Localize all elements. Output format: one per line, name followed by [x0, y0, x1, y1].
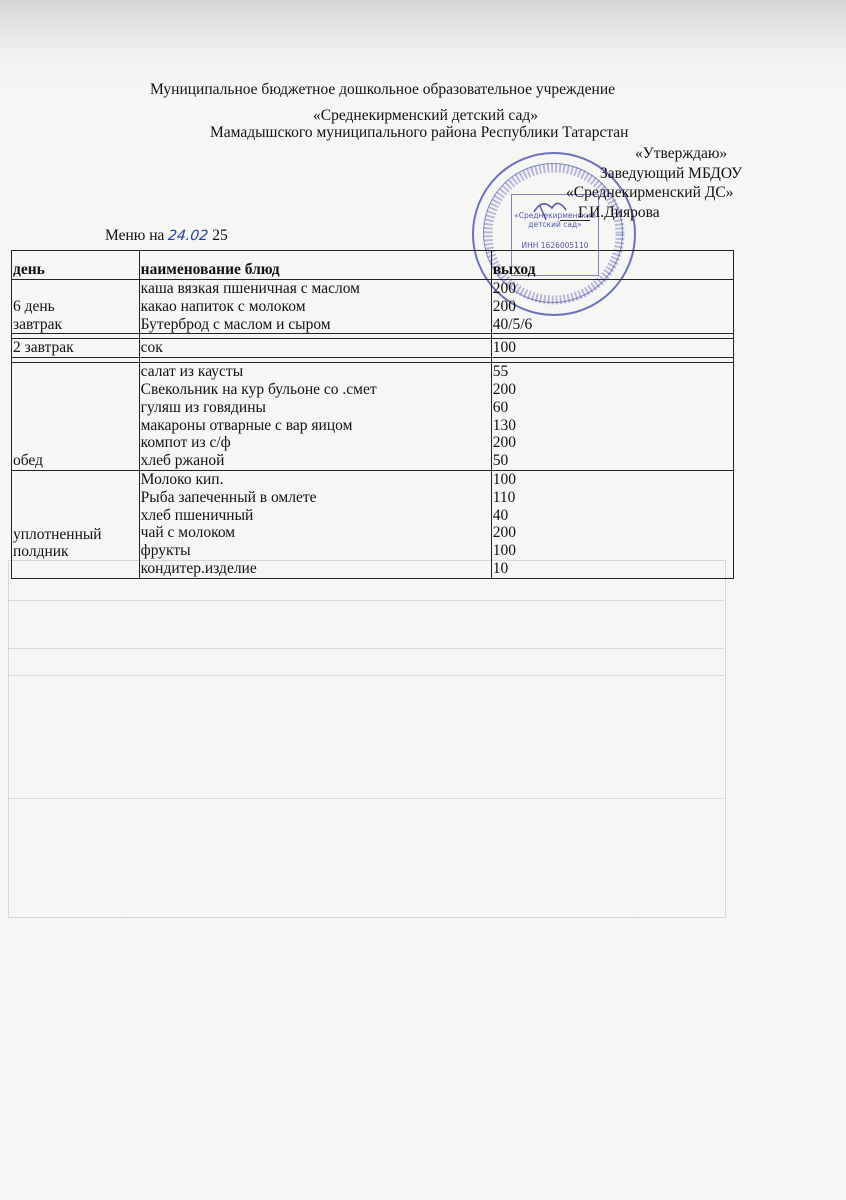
yield-value: 130	[492, 416, 516, 434]
bleed-through-table	[8, 560, 726, 918]
approval-position: Заведующий МБДОУ	[600, 165, 743, 182]
day-label: полдник	[13, 543, 69, 561]
dish-item: какао напиток с молоком	[140, 297, 306, 315]
dish-item: чай с молоком	[140, 524, 236, 542]
yield-value: 40/5/6	[492, 315, 533, 333]
yield-value: 100	[492, 470, 516, 488]
yield-cell	[491, 339, 733, 358]
dish-item: фрукты	[140, 542, 191, 560]
scan-shadow	[0, 0, 846, 70]
dish-cell	[139, 470, 491, 578]
approval-title: «Утверждаю»	[635, 145, 728, 162]
header-yield: выход	[491, 251, 733, 280]
yield-value: 200	[492, 280, 516, 297]
bleed-through-line	[8, 675, 724, 676]
yield-value: 110	[492, 488, 516, 506]
header-dish: наименование блюд	[139, 251, 491, 280]
yield-value: 60	[492, 398, 509, 416]
institution-line-3: Мамадышского муниципального района Республики Татарстан	[210, 124, 629, 141]
yield-value: 100	[492, 542, 516, 560]
yield-cell	[491, 470, 733, 578]
yield-value: 200	[492, 524, 516, 542]
dish-item: сок	[140, 339, 163, 357]
table-row-afternoon-snack	[12, 470, 734, 578]
approval-organization: «Среднекирменский ДС»	[566, 184, 734, 201]
day-label: уплотненный	[13, 525, 102, 543]
day-label: 6 день	[13, 297, 55, 315]
dish-cell	[139, 339, 491, 358]
yield-value: 50	[492, 452, 509, 470]
dish-item: хлеб пшеничный	[140, 506, 254, 524]
bleed-through-line	[8, 648, 724, 649]
table-row-lunch	[12, 363, 734, 471]
table-row-breakfast	[12, 280, 734, 334]
table-header-row	[12, 251, 734, 280]
approval-signatory: Г.И.Диярова	[578, 204, 660, 221]
dish-item: Свекольник на кур бульоне со .смет	[140, 380, 377, 398]
dish-item: каша вязкая пшеничная с маслом	[140, 280, 360, 297]
institution-line-1: Муниципальное бюджетное дошкольное образовательное учреждение	[150, 81, 615, 98]
dish-item: кондитер.изделие	[140, 559, 257, 577]
yield-cell	[491, 363, 733, 471]
handwritten-date: 24.02	[167, 228, 210, 244]
dish-item: Рыба запеченный в омлете	[140, 488, 317, 506]
yield-value: 100	[492, 339, 516, 357]
signature-line	[560, 220, 590, 221]
yield-value: 40	[492, 506, 509, 524]
yield-value: 55	[492, 363, 509, 381]
dish-cell	[139, 363, 491, 471]
stamp-name-line-2: детский сад»	[528, 220, 582, 229]
menu-year: 25	[208, 227, 228, 244]
day-label: обед	[13, 452, 43, 470]
day-label: 2 завтрак	[13, 339, 74, 357]
yield-value: 200	[492, 434, 516, 452]
stamp-inn: ИНН 1626005110	[521, 241, 589, 250]
menu-table	[11, 250, 734, 579]
dish-cell	[139, 280, 491, 334]
yield-value: 200	[492, 297, 516, 315]
institution-line-2: «Среднекирменский детский сад»	[313, 107, 538, 124]
yield-cell	[491, 280, 733, 334]
menu-prefix: Меню на	[105, 227, 165, 244]
bleed-through-line	[8, 600, 724, 601]
yield-value: 10	[492, 559, 509, 577]
day-cell	[12, 280, 140, 334]
dish-item: макароны отварные с вар яицом	[140, 416, 353, 434]
yield-value: 200	[492, 380, 516, 398]
stamp-name-line-1: «Среднекирменский	[514, 211, 596, 220]
header-day: день	[12, 251, 140, 280]
day-cell	[12, 470, 140, 578]
table-row-second-breakfast	[12, 339, 734, 358]
day-label: завтрак	[13, 315, 63, 333]
dish-item: Бутерброд с маслом и сыром	[140, 315, 331, 333]
dish-item: компот из с/ф	[140, 434, 231, 452]
dish-item: салат из каусты	[140, 363, 244, 381]
dish-item: гуляш из говядины	[140, 398, 266, 416]
dish-item: хлеб ржаной	[140, 452, 225, 470]
bleed-through-line	[8, 798, 724, 799]
day-cell	[12, 363, 140, 471]
dish-item: Молоко кип.	[140, 470, 224, 488]
day-cell	[12, 339, 140, 358]
menu-date-line	[105, 227, 228, 245]
